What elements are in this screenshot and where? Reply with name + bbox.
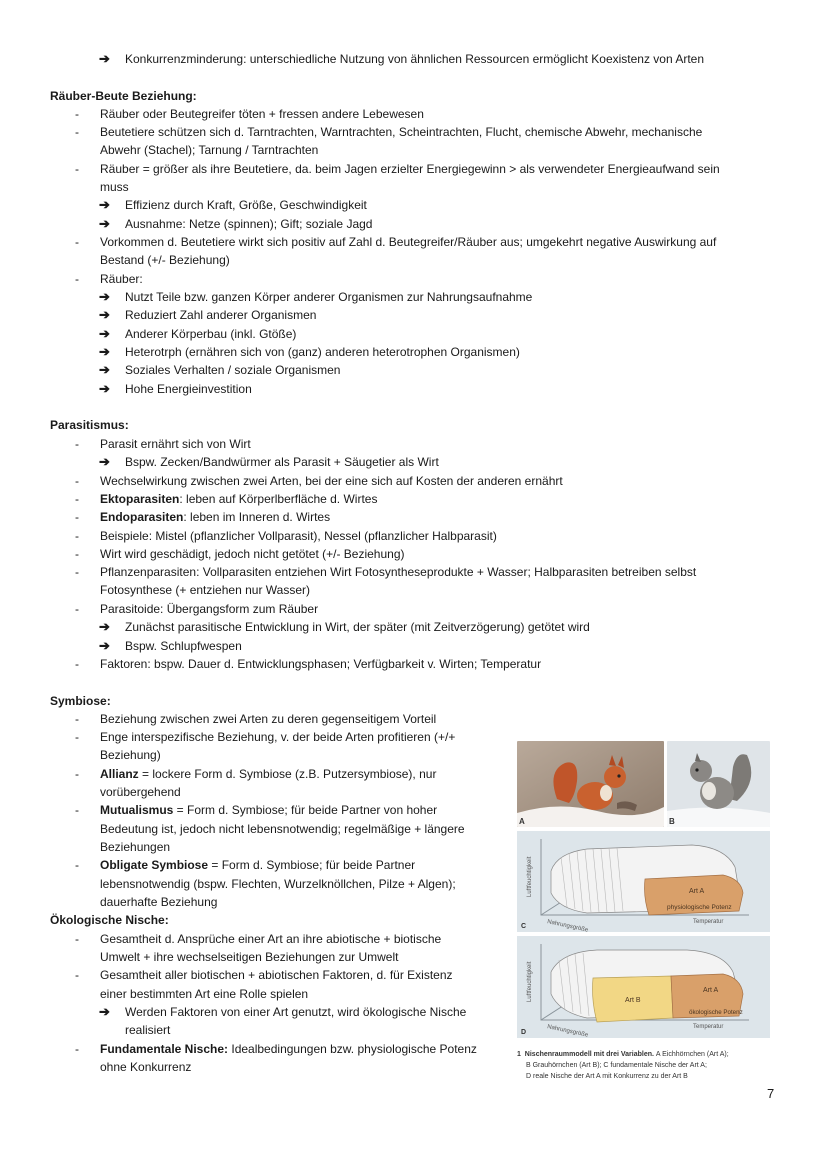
bold-term: Obligate Symbiose <box>100 858 209 872</box>
text-line <box>100 856 415 874</box>
term-definition: = Form d. Symbiose; für beide Partner von hoher <box>173 803 438 817</box>
section-heading-symbiose: Symbiose: <box>50 694 111 708</box>
text-line: Bspw. Zecken/Bandwürmer als Parasit + Säugetier als Wirt <box>125 455 439 469</box>
bold-term: Allianz <box>100 767 139 781</box>
arrow-icon: ➔ <box>99 619 110 634</box>
text-line: Nutzt Teile bzw. ganzen Körper anderer Organismen zur Nahrungsaufnahme <box>125 290 533 304</box>
grey-squirrel-illustration <box>667 741 770 827</box>
text-line: Gesamtheit aller biotischen + abiotischen Faktoren, d. für Existenz <box>100 968 453 982</box>
text-line: Beziehungen <box>100 840 171 854</box>
caption-line-3: D reale Nische der Art A mit Konkurrenz zu der Art B <box>526 1073 688 1080</box>
axis-label-luftfeuchtigkeit: Luftfeuchtigkeit <box>527 856 533 897</box>
text-line: Gesamtheit d. Ansprüche einer Art an ihre abiotische + biotische <box>100 932 442 946</box>
niche-3d-diagram-d <box>517 936 770 1038</box>
bullet-dash: - <box>75 107 79 121</box>
bullet-dash: - <box>75 125 79 139</box>
section-heading-raeuber: Räuber-Beute Beziehung: <box>50 89 197 103</box>
section-heading-nische: Ökologische Nische: <box>50 913 169 927</box>
text-line <box>100 765 436 783</box>
text-line: Räuber: <box>100 272 143 286</box>
text-line: Wirt wird geschädigt, jedoch nicht getötet (+/- Beziehung) <box>100 547 405 561</box>
bold-term: Fundamentale Nische: <box>100 1042 229 1056</box>
bullet-dash: - <box>75 235 79 249</box>
arrow-icon: ➔ <box>99 454 110 469</box>
text-line: Beutetiere schützen sich d. Tarntrachten, Warntrachten, Scheintrachten, Flucht, chemische Abwehr, mechanische <box>100 125 703 139</box>
text-line: realisiert <box>125 1023 171 1037</box>
text-line: Faktoren: bspw. Dauer d. Entwicklungsphasen; Verfügbarkeit v. Wirten; Temperatur <box>100 657 542 671</box>
bullet-dash: - <box>75 858 79 872</box>
text-line: vorübergehend <box>100 785 181 799</box>
art-a-label-d: Art A <box>703 987 719 994</box>
panel-fundamental-niche <box>517 831 770 932</box>
art-a-label: Art A <box>689 888 705 895</box>
figure-label-a: A <box>519 817 525 826</box>
bullet-dash: - <box>75 492 79 506</box>
bullet-dash: - <box>75 1042 79 1056</box>
bullet-dash: - <box>75 162 79 176</box>
red-squirrel-illustration <box>517 741 664 827</box>
text-line: lebensnotwendig (bspw. Flechten, Wurzelknöllchen, Pilze + Algen); <box>100 877 456 891</box>
text-line: Werden Faktoren von einer Art genutzt, wird ökologische Nische <box>125 1005 467 1019</box>
text-line: Anderer Körperbau (inkl. Gtöße) <box>125 327 297 341</box>
section-heading-parasitismus: Parasitismus: <box>50 418 129 432</box>
text-line: Vorkommen d. Beutetiere wirkt sich positiv auf Zahl d. Beutegreifer/Räuber aus; umgekehrt negative Auswirkung auf <box>100 235 717 249</box>
text-line: einer bestimmten Art eine Rolle spielen <box>100 987 309 1001</box>
red-squirrel-photo <box>517 741 664 827</box>
axis-label-temperatur: Temperatur <box>693 919 724 925</box>
art-b-label: Art B <box>625 997 641 1004</box>
arrow-icon: ➔ <box>99 216 110 231</box>
text-line: Heterotrph (ernähren sich von (ganz) anderen heterotrophen Organismen) <box>125 345 520 359</box>
caption-title: Nischenraummodell mit drei Variablen. <box>524 1051 654 1058</box>
bullet-dash: - <box>75 712 79 726</box>
arrow-icon: ➔ <box>99 1004 110 1019</box>
text-line: Räuber = größer als ihre Beutetiere, da. beim Jagen erzielter Energiegewinn > als verwendeter Energieaufwand sein <box>100 162 720 176</box>
text-line: Hohe Energieinvestition <box>125 382 252 396</box>
arrow-icon: ➔ <box>99 638 110 653</box>
caption-line-2: B Grauhörnchen (Art B); C fundamentale Nische der Art A; <box>526 1062 707 1069</box>
grey-squirrel-photo <box>667 741 770 827</box>
arrow-icon: ➔ <box>99 51 110 66</box>
bullet-dash: - <box>75 657 79 671</box>
text-line: muss <box>100 180 129 194</box>
text-line: Konkurrenzminderung: unterschiedliche Nutzung von ähnlichen Ressourcen ermöglicht Koexistenz von Arten <box>125 52 704 66</box>
text-line: Fotosynthese (+ entziehen nur Wasser) <box>100 583 310 597</box>
term-definition: = Form d. Symbiose; für beide Partner <box>208 858 416 872</box>
text-line: dauerhafte Beziehung <box>100 895 218 909</box>
text-line: Abwehr (Stachel); Tarnung / Tarntrachten <box>100 143 319 157</box>
term-definition: = lockere Form d. Symbiose (z.B. Putzersymbiose), nur <box>138 767 437 781</box>
term-definition: : leben auf Körperlberfläche d. Wirtes <box>179 492 378 506</box>
panel-real-niche <box>517 936 770 1038</box>
bullet-dash: - <box>75 474 79 488</box>
text-line: ohne Konkurrenz <box>100 1060 192 1074</box>
text-line: Enge interspezifische Beziehung, v. der beide Arten profitieren (+/+ <box>100 730 456 744</box>
arrow-icon: ➔ <box>99 381 110 396</box>
text-line: Bspw. Schlupfwespen <box>125 639 242 653</box>
arrow-icon: ➔ <box>99 344 110 359</box>
axis-label-temperatur-d: Temperatur <box>693 1024 724 1030</box>
text-line <box>100 801 437 819</box>
figure-label-b: B <box>669 817 675 826</box>
text-line: Beziehung zwischen zwei Arten zu deren gegenseitigem Vorteil <box>100 712 437 726</box>
bullet-dash: - <box>75 529 79 543</box>
text-line: Räuber oder Beutegreifer töten + fressen andere Lebewesen <box>100 107 424 121</box>
page-number: 7 <box>767 1086 775 1101</box>
bold-term: Ektoparasiten <box>100 492 180 506</box>
bold-term: Mutualismus <box>100 803 174 817</box>
arrow-icon: ➔ <box>99 362 110 377</box>
text-line: Bedeutung ist, jedoch nicht lebensnotwendig; regelmäßige + längere <box>100 822 465 836</box>
arrow-icon: ➔ <box>99 197 110 212</box>
text-line: Effizienz durch Kraft, Größe, Geschwindigkeit <box>125 198 367 212</box>
caption-number: 1 <box>517 1051 521 1058</box>
text-line <box>100 1040 477 1058</box>
text-line: Beispiele: Mistel (pflanzlicher Vollparasit), Nessel (pflanzlicher Halbparasit) <box>100 529 497 543</box>
text-line: Umwelt + ihre wechselseitigen Beziehungen zur Umwelt <box>100 950 399 964</box>
text-line: Bestand (+/- Beziehung) <box>100 253 230 267</box>
axis-label-luftfeuchtigkeit-d: Luftfeuchtigkeit <box>527 961 533 1002</box>
potenz-label-d: ökologische Potenz <box>689 1009 743 1016</box>
bullet-dash: - <box>75 510 79 524</box>
bullet-dash: - <box>75 437 79 451</box>
text-line: Soziales Verhalten / soziale Organismen <box>125 363 341 377</box>
arrow-icon: ➔ <box>99 307 110 322</box>
potenz-label: physiologische Potenz <box>667 904 732 911</box>
bullet-dash: - <box>75 272 79 286</box>
text-line: Zunächst parasitische Entwicklung in Wirt, der später (mit Zeitverzögerung) getötet wird <box>125 620 590 634</box>
bold-term: Endoparasiten <box>100 510 184 524</box>
arrow-icon: ➔ <box>99 326 110 341</box>
figure-label-c: C <box>521 923 527 930</box>
bullet-dash: - <box>75 932 79 946</box>
bullet-dash: - <box>75 803 79 817</box>
bullet-dash: - <box>75 730 79 744</box>
bullet-dash: - <box>75 547 79 561</box>
niche-3d-diagram-c <box>517 831 770 932</box>
bullet-dash: - <box>75 767 79 781</box>
text-line: Reduziert Zahl anderer Organismen <box>125 308 317 322</box>
text-line: Pflanzenparasiten: Vollparasiten entziehen Wirt Fotosyntheseprodukte + Wasser; Halbparasiten betreiben selbst <box>100 565 697 579</box>
text-line <box>100 490 377 508</box>
axis-label-nahrung-d: Nahrungsgröße <box>546 1024 589 1038</box>
text-line: Wechselwirkung zwischen zwei Arten, bei der eine sich auf Kosten der anderen ernährt <box>100 474 563 488</box>
term-definition: : leben im Inneren d. Wirtes <box>183 510 331 524</box>
text-line: Parasit ernährt sich von Wirt <box>100 437 251 451</box>
bullet-dash: - <box>75 565 79 579</box>
text-line: Beziehung) <box>100 748 161 762</box>
figure-label-d: D <box>521 1029 527 1036</box>
bullet-dash: - <box>75 968 79 982</box>
text-line: Ausnahme: Netze (spinnen); Gift; soziale Jagd <box>125 217 373 231</box>
text-line: Parasitoide: Übergangsform zum Räuber <box>100 602 319 616</box>
bullet-dash: - <box>75 602 79 616</box>
axis-label-nahrung: Nahrungsgröße <box>546 919 589 932</box>
caption-line-1 <box>517 1050 729 1060</box>
term-definition: Idealbedingungen bzw. physiologische Potenz <box>228 1042 477 1056</box>
text-line <box>100 508 330 526</box>
arrow-icon: ➔ <box>99 289 110 304</box>
caption-part-a: A Eichhörnchen (Art A); <box>655 1051 729 1058</box>
